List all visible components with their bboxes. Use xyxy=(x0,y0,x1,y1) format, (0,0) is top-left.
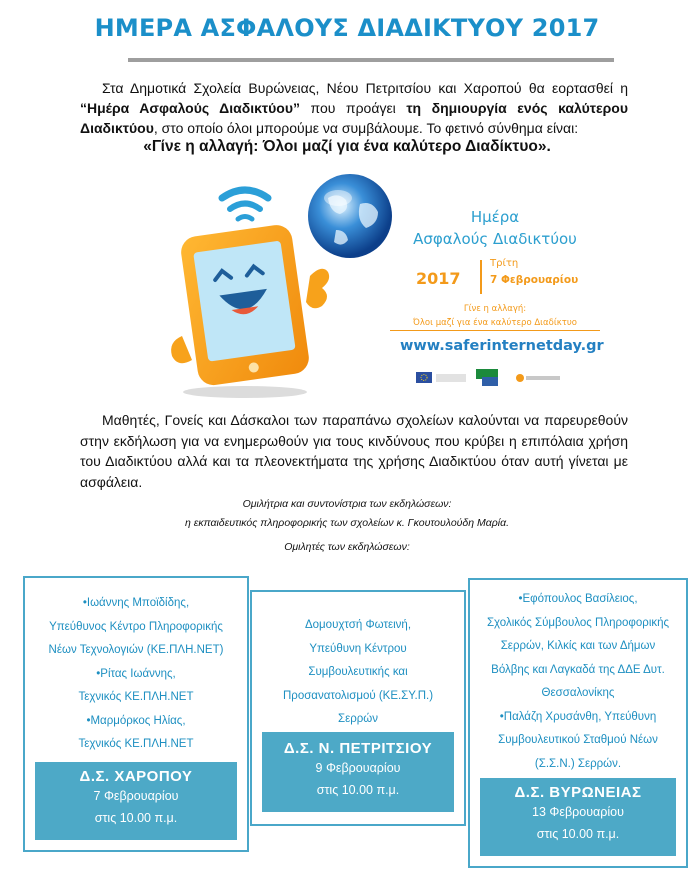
intro-text-1: Στα Δημοτικά Σχολεία Βυρώνειας, Νέου Πετριτσίου και Χαροπού θα εορτασθεί η xyxy=(102,80,628,96)
speaker-line: Συμβουλευτικού Σταθμού Νέων xyxy=(498,734,658,746)
tablet-mascot xyxy=(179,223,311,387)
speaker-line: •Ρίτας Ιωάννης, xyxy=(96,667,176,680)
school-name: Δ.Σ. Ν. ΠΕΤΡΙΤΣΙΟΥ xyxy=(283,740,433,757)
speaker-line: Νέων Τεχνολογιών (ΚΕ.ΠΛΗ.ΝΕΤ) xyxy=(48,644,224,656)
speaker-line: Προσανατολισμού (ΚΕ.ΣΥ.Π.) xyxy=(282,689,434,702)
commission-logo xyxy=(436,374,466,382)
poster-date-divider xyxy=(480,260,482,294)
title-divider xyxy=(128,58,614,62)
speaker-line: Θεσσαλονίκης xyxy=(541,687,615,699)
event-date: 7 Φεβρουαρίου xyxy=(93,789,179,803)
speakers-label: Ομιλητές των εκδηλώσεων: xyxy=(284,541,410,553)
school-name: Δ.Σ. ΒΥΡΩΝΕΙΑΣ xyxy=(514,784,642,801)
intro-bold-event: “Ημέρα Ασφαλούς Διαδικτύου” xyxy=(80,100,300,116)
poster-day-line1: Ημέρα xyxy=(470,208,520,226)
speaker-line: •Μαρμόρκος Ηλίας, xyxy=(86,714,186,727)
globe-icon xyxy=(308,174,392,258)
intro-bold-goal: τη δημιουργία ενός καλύτερου Διαδικτύου xyxy=(80,100,628,136)
wifi-icon xyxy=(222,190,268,219)
school-name: Δ.Σ. ΧΑΡΟΠΟΥ xyxy=(79,768,193,785)
event-date: 9 Φεβρουαρίου xyxy=(315,761,401,775)
speaker-line: Τεχνικός ΚΕ.ΠΛΗ.ΝΕΤ xyxy=(78,738,194,750)
poster-date: 7 Φεβρουαρίου xyxy=(490,274,579,286)
speaker-line: Σερρών, Κιλκίς και των Δήμων xyxy=(500,640,656,652)
event-date: 13 Φεβρουαρίου xyxy=(532,805,624,819)
poster-day-line2: Ασφαλούς Διαδικτύου xyxy=(413,230,577,248)
partner-logo xyxy=(516,374,524,382)
speaker-list xyxy=(470,588,686,776)
speaker-line: Βόλβης και Λαγκαδά της ΔΔΕ Δυτ. xyxy=(491,663,665,676)
event-time: στις 10.00 π.μ. xyxy=(94,811,178,825)
poster-website-link[interactable]: www.saferinternetday.gr xyxy=(400,338,604,354)
event-time: στις 10.00 π.μ. xyxy=(316,783,400,797)
speaker-line: •Ιωάννης Μποϊδίδης, xyxy=(82,597,190,609)
speaker-line: Υπεύθυνος Κέντρο Πληροφορικής xyxy=(49,620,223,633)
speaker-line: Σχολικός Σύμβουλος Πληροφορικής xyxy=(486,616,670,629)
event-time: στις 10.00 π.μ. xyxy=(536,827,620,841)
sponsor-logos xyxy=(416,368,596,388)
invitation-paragraph: Μαθητές, Γονείς και Δάσκαλοι των παραπάνω σχολείων καλούνται να παρευρεθούν στην εκδήλωση για να ενημερωθούν για τους κινδύνους που κρύβει η επιπόλαια χρήση του Διαδικτύου αλλά και τα πλεονεκτήματα της χρήσης Διαδικτύου όταν αυτή γίνεται με ασφάλεια. xyxy=(80,412,628,490)
speaker-list xyxy=(25,592,247,757)
event-poster xyxy=(160,168,604,400)
page-title: ΗΜΕΡΑ ΑΣΦΑΛΟΥΣ ΔΙΑΔΙΚΤΥΟΥ 2017 xyxy=(94,14,600,42)
poster-slogan-line2: Όλοι μαζί για ένα καλύτερο Διαδίκτυο xyxy=(390,318,600,331)
intro-paragraph xyxy=(80,78,628,138)
event-band xyxy=(262,732,454,812)
event-band xyxy=(480,778,676,856)
speaker-line: Τεχνικός ΚΕ.ΠΛΗ.ΝΕΤ xyxy=(78,691,194,703)
speaker-line: Σερρών xyxy=(337,713,379,725)
speaker-line: Υπεύθυνη Κέντρου xyxy=(309,642,407,655)
slogan: «Γίνε η αλλαγή: Όλοι μαζί για ένα καλύτερο Διαδίκτυο». xyxy=(143,138,551,155)
poster-slogan-line1: Γίνε η αλλαγή: xyxy=(463,304,527,314)
speaker-line: •Παλάζη Χρυσάνθη, Υπεύθυνη xyxy=(499,710,657,723)
speaker-list xyxy=(252,614,464,732)
eu-flag-logo xyxy=(416,372,432,383)
poster-weekday: Τρίτη xyxy=(490,258,519,269)
speaker-line: Συμβουλευτικής και xyxy=(308,666,408,678)
event-box-vyroneias xyxy=(468,578,688,868)
event-box-charopou xyxy=(23,576,249,852)
intro-text-3: , στο οποίο όλοι μπορούμε να συμβάλουμε. Το φετινό σύνθημα είναι: xyxy=(153,120,579,136)
organizer-name: η εκπαιδευτικός πληροφορικής των σχολείων κ. Γκουτουλούδη Μαρία. xyxy=(184,517,509,529)
left-hand xyxy=(171,336,192,363)
speaker-line: •Εφόπουλος Βασίλειος, xyxy=(518,593,638,605)
mascot-shadow xyxy=(183,386,307,398)
event-band xyxy=(35,762,237,840)
speaker-line: Δομουχτσή Φωτεινή, xyxy=(304,619,412,631)
right-hand xyxy=(306,269,329,308)
poster-day-title xyxy=(400,206,590,250)
poster-year: 2017 xyxy=(416,269,461,288)
organizer-label: Ομιλήτρια και συντονίστρια των εκδηλώσεων: xyxy=(242,498,452,510)
event-box-petritsiou xyxy=(250,590,466,826)
speaker-line: (Σ.Σ.Ν.) Σερρών. xyxy=(534,757,622,770)
intro-text-2: που προάγει xyxy=(300,100,407,116)
